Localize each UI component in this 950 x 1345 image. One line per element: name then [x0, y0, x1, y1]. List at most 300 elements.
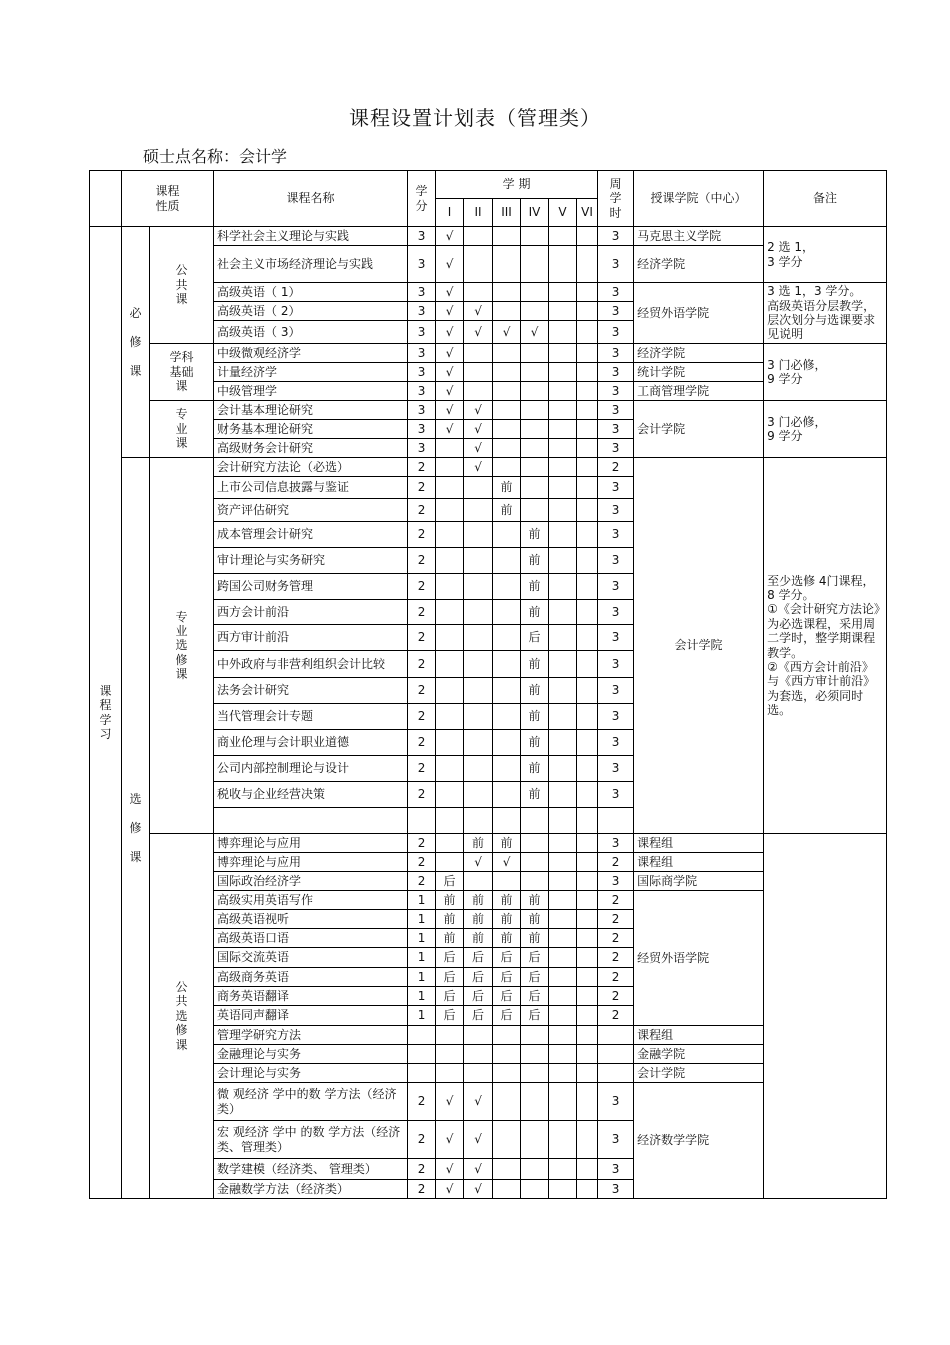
semester-2-mark: [464, 246, 493, 283]
course-name: 中外政府与非营利组织会计比较: [214, 651, 408, 678]
course-name: 计量经济学: [214, 363, 408, 382]
header-nature: 课程 性质: [122, 171, 214, 227]
semester-2-mark: [464, 872, 493, 891]
semester-4-mark: 前: [521, 704, 549, 730]
semester-6-mark: [577, 499, 598, 522]
semester-6-mark: [577, 1006, 598, 1026]
weekly-hours: 3: [598, 1159, 634, 1180]
weekly-hours: 3: [598, 499, 634, 522]
semester-5-mark: [549, 522, 577, 548]
semester-1-mark: [436, 574, 464, 600]
semester-4-mark: [521, 477, 549, 499]
course-name: 高级英语口语: [214, 929, 408, 948]
weekly-hours: 3: [598, 872, 634, 891]
semester-3-mark: 前: [493, 477, 521, 499]
course-name: 社会主义市场经济理论与实践: [214, 246, 408, 283]
teaching-college: 经济学院: [634, 246, 764, 283]
semester-3-mark: 后: [493, 987, 521, 1006]
course-credit: 2: [408, 704, 436, 730]
semester-4-mark: [521, 853, 549, 872]
course-name: 当代管理会计专题: [214, 704, 408, 730]
semester-6-mark: [577, 834, 598, 853]
weekly-hours: 3: [598, 548, 634, 574]
semester-2-mark: √: [464, 1121, 493, 1159]
semester-6-mark: [577, 246, 598, 283]
course-name: 宏 观经济 学中 的数 学方法（经济类、管理类）: [214, 1121, 408, 1159]
weekly-hours: 3: [598, 302, 634, 321]
weekly-hours: [598, 1026, 634, 1045]
semester-1-mark: 前: [436, 929, 464, 948]
course-credit: 2: [408, 625, 436, 651]
semester-2-mark: √: [464, 1083, 493, 1121]
semester-1-mark: 后: [436, 872, 464, 891]
semester-1-mark: [436, 477, 464, 499]
semester-5-mark: [549, 363, 577, 382]
semester-1-mark: [436, 600, 464, 625]
semester-3-mark: [493, 522, 521, 548]
semester-1-mark: √: [436, 302, 464, 321]
semester-1-mark: 后: [436, 968, 464, 987]
course-credit: 2: [408, 678, 436, 704]
course-name: 微 观经济 学中的数 学方法（经济类）: [214, 1083, 408, 1121]
semester-2-mark: 后: [464, 948, 493, 968]
semester-5-mark: [549, 477, 577, 499]
header-semester-3: III: [493, 199, 521, 227]
course-name: 商务英语翻译: [214, 987, 408, 1006]
semester-3-mark: 前: [493, 891, 521, 910]
semester-2-mark: [464, 600, 493, 625]
semester-4-mark: [521, 283, 549, 302]
group-major-elective: 专 业 选 修 课: [150, 458, 214, 834]
semester-6-mark: [577, 439, 598, 458]
semester-5-mark: [549, 872, 577, 891]
semester-1-mark: [436, 651, 464, 678]
semester-1-mark: √: [436, 420, 464, 439]
course-name: 国际交流英语: [214, 948, 408, 968]
semester-4-mark: [521, 808, 549, 834]
semester-1-mark: √: [436, 227, 464, 246]
weekly-hours: 3: [598, 227, 634, 246]
semester-5-mark: [549, 1180, 577, 1199]
course-row: [90, 834, 887, 853]
header-blank: [90, 171, 122, 227]
course-name: 金融数学方法（经济类）: [214, 1180, 408, 1199]
course-name: 高级英语（ 3）: [214, 321, 408, 344]
semester-3-mark: [493, 1064, 521, 1083]
semester-2-mark: [464, 499, 493, 522]
header-remark: 备注: [764, 171, 887, 227]
weekly-hours: [598, 1045, 634, 1064]
semester-6-mark: [577, 600, 598, 625]
semester-3-mark: [493, 782, 521, 808]
course-name: 国际政治经济学: [214, 872, 408, 891]
semester-1-mark: [436, 704, 464, 730]
course-name: 数学建模（经济类、 管理类）: [214, 1159, 408, 1180]
semester-2-mark: √: [464, 321, 493, 344]
semester-4-mark: [521, 1045, 549, 1064]
header-semester-4: IV: [521, 199, 549, 227]
course-name: 科学社会主义理论与实践: [214, 227, 408, 246]
teaching-college: 统计学院: [634, 363, 764, 382]
weekly-hours: 3: [598, 1083, 634, 1121]
semester-4-mark: [521, 1064, 549, 1083]
semester-2-mark: [464, 808, 493, 834]
semester-2-mark: [464, 574, 493, 600]
semester-2-mark: [464, 678, 493, 704]
course-credit: 2: [408, 872, 436, 891]
semester-5-mark: [549, 1159, 577, 1180]
semester-1-mark: √: [436, 363, 464, 382]
semester-4-mark: [521, 401, 549, 420]
semester-2-mark: [464, 730, 493, 756]
course-name: 商业伦理与会计职业道德: [214, 730, 408, 756]
semester-6-mark: [577, 1064, 598, 1083]
semester-4-mark: 前: [521, 678, 549, 704]
weekly-hours: 3: [598, 574, 634, 600]
semester-3-mark: [493, 344, 521, 363]
semester-4-mark: 前: [521, 651, 549, 678]
teaching-college: 经济数学学院: [634, 1083, 764, 1199]
teaching-college: 经贸外语学院: [634, 283, 764, 344]
teaching-college: 国际商学院: [634, 872, 764, 891]
course-name: 中级微观经济学: [214, 344, 408, 363]
semester-3-mark: 前: [493, 910, 521, 929]
semester-3-mark: [493, 872, 521, 891]
semester-3-mark: [493, 730, 521, 756]
semester-1-mark: √: [436, 246, 464, 283]
course-name: 高级英语（ 2）: [214, 302, 408, 321]
weekly-hours: 2: [598, 968, 634, 987]
remark-note: 2 选 1， 3 学分: [764, 227, 887, 283]
semester-5-mark: [549, 600, 577, 625]
weekly-hours: 2: [598, 891, 634, 910]
semester-3-mark: [493, 678, 521, 704]
semester-4-mark: [521, 499, 549, 522]
semester-2-mark: [464, 363, 493, 382]
semester-3-mark: [493, 1180, 521, 1199]
weekly-hours: 3: [598, 1121, 634, 1159]
semester-6-mark: [577, 678, 598, 704]
semester-2-mark: [464, 782, 493, 808]
semester-4-mark: [521, 382, 549, 401]
course-name: 上市公司信息披露与鉴证: [214, 477, 408, 499]
teaching-college: 课程组: [634, 834, 764, 853]
group-public-course: 公 共 课: [150, 227, 214, 344]
semester-4-mark: [521, 1083, 549, 1121]
semester-3-mark: [493, 283, 521, 302]
semester-2-mark: √: [464, 439, 493, 458]
weekly-hours: 2: [598, 929, 634, 948]
semester-3-mark: √: [493, 321, 521, 344]
course-credit: 3: [408, 382, 436, 401]
semester-2-mark: √: [464, 458, 493, 477]
header-semester-5: V: [549, 199, 577, 227]
course-credit: 3: [408, 302, 436, 321]
semester-2-mark: [464, 1064, 493, 1083]
weekly-hours: 2: [598, 987, 634, 1006]
weekly-hours: 2: [598, 948, 634, 968]
course-credit: 1: [408, 987, 436, 1006]
semester-1-mark: [436, 756, 464, 782]
semester-4-mark: [521, 246, 549, 283]
course-credit: 3: [408, 344, 436, 363]
semester-3-mark: [493, 600, 521, 625]
semester-2-mark: 后: [464, 968, 493, 987]
semester-5-mark: [549, 948, 577, 968]
semester-5-mark: [549, 678, 577, 704]
course-credit: 3: [408, 246, 436, 283]
semester-3-mark: [493, 625, 521, 651]
semester-6-mark: [577, 458, 598, 477]
course-credit: 2: [408, 522, 436, 548]
semester-5-mark: [549, 891, 577, 910]
weekly-hours: [598, 808, 634, 834]
semester-3-mark: [493, 1045, 521, 1064]
course-credit: 2: [408, 477, 436, 499]
teaching-college: 会计学院: [634, 458, 764, 834]
semester-5-mark: [549, 968, 577, 987]
semester-4-mark: √: [521, 321, 549, 344]
semester-6-mark: [577, 522, 598, 548]
semester-2-mark: √: [464, 302, 493, 321]
semester-6-mark: [577, 625, 598, 651]
semester-6-mark: [577, 808, 598, 834]
weekly-hours: 2: [598, 1006, 634, 1026]
course-credit: 2: [408, 782, 436, 808]
group-public-elective: 公 共 选 修 课: [150, 834, 214, 1199]
semester-1-mark: √: [436, 1121, 464, 1159]
semester-5-mark: [549, 704, 577, 730]
course-name: 成本管理会计研究: [214, 522, 408, 548]
course-name: 会计基本理论研究: [214, 401, 408, 420]
weekly-hours: [598, 1064, 634, 1083]
semester-3-mark: [493, 363, 521, 382]
course-credit: [408, 1045, 436, 1064]
semester-1-mark: [436, 1026, 464, 1045]
weekly-hours: 2: [598, 458, 634, 477]
semester-1-mark: [436, 1045, 464, 1064]
course-name: 西方审计前沿: [214, 625, 408, 651]
semester-6-mark: [577, 363, 598, 382]
semester-6-mark: [577, 782, 598, 808]
semester-2-mark: 前: [464, 929, 493, 948]
semester-2-mark: √: [464, 401, 493, 420]
course-credit: 2: [408, 1180, 436, 1199]
semester-2-mark: √: [464, 853, 493, 872]
semester-5-mark: [549, 439, 577, 458]
semester-2-mark: [464, 651, 493, 678]
course-name: 资产评估研究: [214, 499, 408, 522]
semester-2-mark: √: [464, 1180, 493, 1199]
teaching-college: 课程组: [634, 1026, 764, 1045]
semester-3-mark: [493, 756, 521, 782]
semester-1-mark: [436, 548, 464, 574]
weekly-hours: 3: [598, 439, 634, 458]
semester-2-mark: 前: [464, 891, 493, 910]
semester-5-mark: [549, 548, 577, 574]
semester-6-mark: [577, 651, 598, 678]
semester-2-mark: √: [464, 420, 493, 439]
semester-4-mark: [521, 363, 549, 382]
semester-3-mark: [493, 420, 521, 439]
semester-1-mark: 后: [436, 948, 464, 968]
semester-3-mark: [493, 651, 521, 678]
course-credit: 2: [408, 756, 436, 782]
semester-5-mark: [549, 246, 577, 283]
weekly-hours: 3: [598, 704, 634, 730]
document-title: 课程设置计划表（管理类）: [349, 106, 601, 130]
semester-3-mark: √: [493, 853, 521, 872]
course-credit: [408, 808, 436, 834]
semester-1-mark: 前: [436, 910, 464, 929]
semester-4-mark: 前: [521, 600, 549, 625]
semester-4-mark: [521, 1159, 549, 1180]
semester-3-mark: [493, 458, 521, 477]
semester-2-mark: 后: [464, 1006, 493, 1026]
course-name: 高级英语（ 1）: [214, 283, 408, 302]
group-elective: 选 修 课: [122, 458, 150, 1199]
semester-5-mark: [549, 382, 577, 401]
semester-3-mark: [493, 1159, 521, 1180]
semester-4-mark: [521, 439, 549, 458]
semester-4-mark: [521, 227, 549, 246]
course-credit: 2: [408, 730, 436, 756]
group-discipline-course: 学科 基础 课: [150, 344, 214, 401]
semester-1-mark: √: [436, 1159, 464, 1180]
semester-3-mark: [493, 227, 521, 246]
semester-4-mark: 后: [521, 625, 549, 651]
semester-4-mark: [521, 458, 549, 477]
semester-5-mark: [549, 782, 577, 808]
semester-6-mark: [577, 1180, 598, 1199]
semester-3-mark: [493, 808, 521, 834]
program-name: 硕士点名称：会计学: [143, 147, 288, 166]
course-credit: 2: [408, 1121, 436, 1159]
weekly-hours: 2: [598, 853, 634, 872]
course-name: 财务基本理论研究: [214, 420, 408, 439]
semester-6-mark: [577, 227, 598, 246]
course-name: 法务会计研究: [214, 678, 408, 704]
semester-1-mark: √: [436, 344, 464, 363]
course-credit: 2: [408, 548, 436, 574]
remark-note: 至少选修 4门课程， 8 学分。 ①《会计研究方法论》为必选课程，采用周二学时，整学期课程教学。 ②《西方会计前沿》与《西方审计前沿》为套选，必须同时选。: [764, 458, 887, 834]
semester-6-mark: [577, 401, 598, 420]
semester-5-mark: [549, 302, 577, 321]
semester-6-mark: [577, 548, 598, 574]
semester-2-mark: [464, 344, 493, 363]
semester-3-mark: [493, 1083, 521, 1121]
course-credit: 2: [408, 574, 436, 600]
course-name: 博弈理论与应用: [214, 834, 408, 853]
course-name: 高级财务会计研究: [214, 439, 408, 458]
semester-3-mark: 后: [493, 968, 521, 987]
course-name: 税收与企业经营决策: [214, 782, 408, 808]
weekly-hours: 3: [598, 834, 634, 853]
course-credit: 3: [408, 439, 436, 458]
semester-6-mark: [577, 302, 598, 321]
semester-2-mark: 后: [464, 987, 493, 1006]
weekly-hours: 3: [598, 600, 634, 625]
semester-1-mark: √: [436, 1180, 464, 1199]
weekly-hours: 3: [598, 1180, 634, 1199]
semester-6-mark: [577, 968, 598, 987]
weekly-hours: 3: [598, 522, 634, 548]
semester-5-mark: [549, 1006, 577, 1026]
semester-6-mark: [577, 477, 598, 499]
course-name: 高级英语视听: [214, 910, 408, 929]
course-name: 中级管理学: [214, 382, 408, 401]
header-credit: 学 分: [408, 171, 436, 227]
semester-5-mark: [549, 458, 577, 477]
semester-3-mark: 后: [493, 1006, 521, 1026]
course-credit: 1: [408, 891, 436, 910]
semester-5-mark: [549, 834, 577, 853]
semester-6-mark: [577, 1045, 598, 1064]
course-credit: 1: [408, 1006, 436, 1026]
semester-5-mark: [549, 499, 577, 522]
semester-1-mark: √: [436, 382, 464, 401]
semester-2-mark: 前: [464, 834, 493, 853]
semester-5-mark: [549, 1083, 577, 1121]
semester-3-mark: [493, 1026, 521, 1045]
course-name: 审计理论与实务研究: [214, 548, 408, 574]
semester-3-mark: [493, 401, 521, 420]
semester-1-mark: [436, 730, 464, 756]
weekly-hours: 3: [598, 420, 634, 439]
semester-6-mark: [577, 344, 598, 363]
semester-3-mark: [493, 704, 521, 730]
course-credit: 3: [408, 363, 436, 382]
weekly-hours: 3: [598, 730, 634, 756]
semester-1-mark: [436, 782, 464, 808]
semester-4-mark: 前: [521, 782, 549, 808]
semester-1-mark: [436, 853, 464, 872]
semester-4-mark: 后: [521, 1006, 549, 1026]
semester-6-mark: [577, 574, 598, 600]
remark-note: 3 选 1，3 学分。 高级英语分层教学，层次划分与选课要求见说明: [764, 283, 887, 344]
course-name: 管理学研究方法: [214, 1026, 408, 1045]
semester-4-mark: [521, 302, 549, 321]
course-credit: 2: [408, 458, 436, 477]
course-credit: 3: [408, 283, 436, 302]
semester-4-mark: [521, 420, 549, 439]
teaching-college: 马克思主义学院: [634, 227, 764, 246]
course-credit: 2: [408, 834, 436, 853]
semester-4-mark: 前: [521, 574, 549, 600]
semester-4-mark: [521, 834, 549, 853]
semester-5-mark: [549, 1121, 577, 1159]
course-credit: 2: [408, 853, 436, 872]
semester-3-mark: [493, 302, 521, 321]
semester-1-mark: 后: [436, 987, 464, 1006]
semester-6-mark: [577, 929, 598, 948]
teaching-college: 会计学院: [634, 401, 764, 458]
header-semester-6: VI: [577, 199, 598, 227]
semester-1-mark: 后: [436, 1006, 464, 1026]
semester-5-mark: [549, 344, 577, 363]
semester-3-mark: [493, 382, 521, 401]
semester-1-mark: [436, 625, 464, 651]
group-major-course: 专 业 课: [150, 401, 214, 458]
semester-5-mark: [549, 625, 577, 651]
header-semester: 学 期: [436, 171, 598, 199]
semester-6-mark: [577, 948, 598, 968]
weekly-hours: 3: [598, 382, 634, 401]
teaching-college: 工商管理学院: [634, 382, 764, 401]
semester-1-mark: √: [436, 283, 464, 302]
course-name: 高级实用英语写作: [214, 891, 408, 910]
teaching-college: 会计学院: [634, 1064, 764, 1083]
